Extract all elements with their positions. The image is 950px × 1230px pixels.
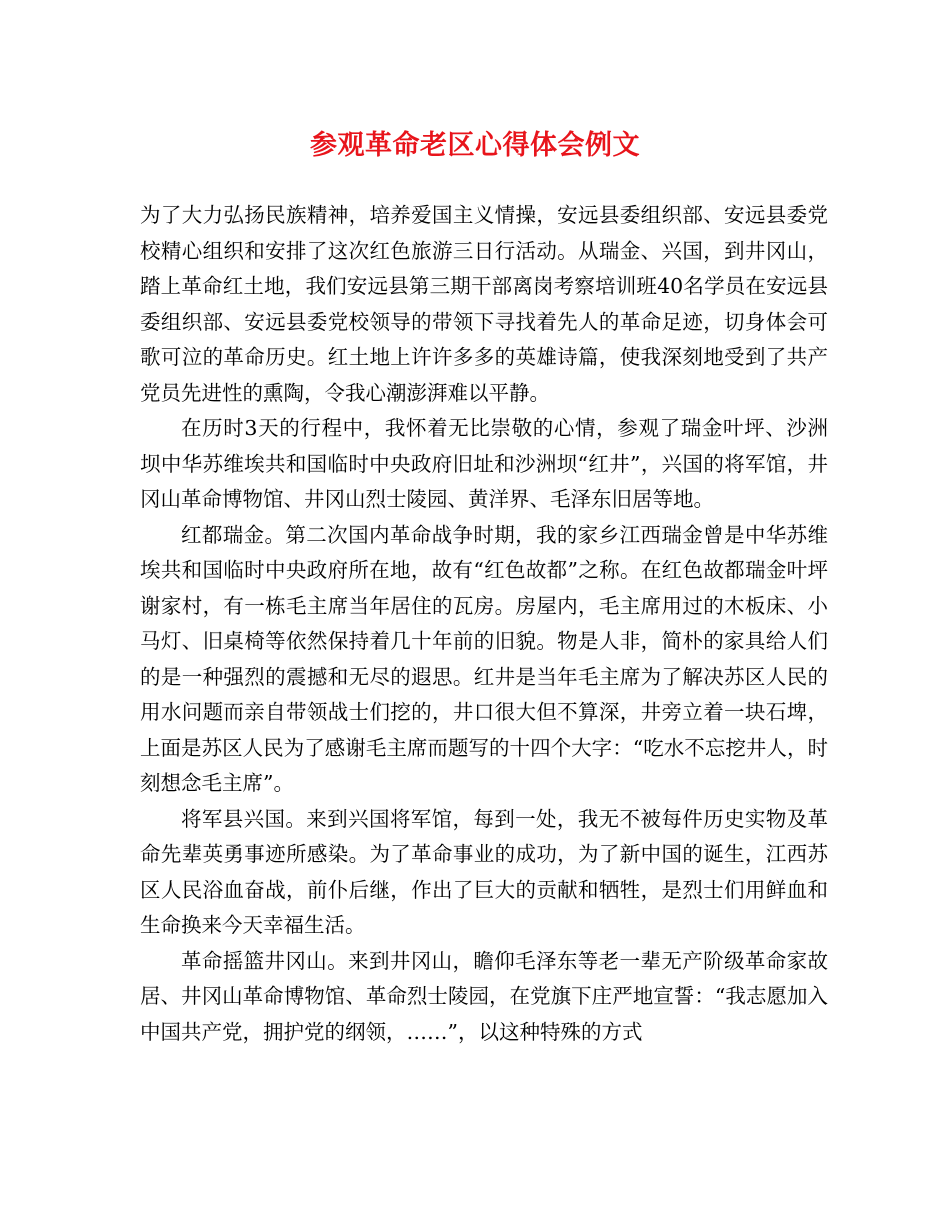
paragraph-jinggangshan: 革命摇篮井冈山。来到井冈山，瞻仰毛泽东等老一辈无产阶级革命家故居、井冈山革命博物馆、革命烈士陵园，在党旗下庄严地宣誓：“我志愿加入中国共产党，拥护党的纲领，……”，以这种特殊的方式 bbox=[140, 948, 828, 1044]
paragraph-intro: 为了大力弘扬民族精神，培养爱国主义情操，安远县委组织部、安远县委党校精心组织和安排了这次红色旅游三日行活动。从瑞金、兴国，到井冈山，踏上革命红土地，我们安远县第三期干部离岗考察培训班40名学员在安远县委组织部、安远县委党校领导的带领下寻找着先人的革命足迹，切身体会可歌可泣的革命历史。红土地上许许多多的英雄诗篇，使我深刻地受到了共产党员先进性的熏陶，令我心潮澎湃难以平静。 bbox=[140, 203, 828, 405]
paragraph-itinerary: 在历时3天的行程中，我怀着无比崇敬的心情，参观了瑞金叶坪、沙洲坝中华苏维埃共和国临时中央政府旧址和沙洲坝“红井”，兴国的将军馆，井冈山革命博物馆、井冈山烈士陵园、黄洋界、毛泽东旧居等地。 bbox=[140, 416, 828, 511]
paragraph-ruijin: 红都瑞金。第二次国内革命战争时期，我的家乡江西瑞金曾是中华苏维埃共和国临时中央政府所在地，故有“红色故都”之称。在红色故都瑞金叶坪谢家村，有一栋毛主席当年居住的瓦房。房屋内，毛主席用过的木板床、小马灯、旧桌椅等依然保持着几十年前的旧貌。物是人非，简朴的家具给人们的是一种强烈的震撼和无尽的遐思。红井是当年毛主席为了解决苏区人民的用水问题而亲自带领战士们挖的，井口很大但不算深，井旁立着一块石埤，上面是苏区人民为了感谢毛主席而题写的十四个大字：“吃水不忘挖井人，时刻想念毛主席”。 bbox=[140, 522, 828, 795]
document-body bbox=[140, 198, 828, 1050]
document-title: 参观革命老区心得体会例文 bbox=[310, 130, 640, 161]
paragraph-xingguo: 将军县兴国。来到兴国将军馆，每到一处，我无不被每件历史实物及革命先辈英勇事迹所感染。为了革命事业的成功，为了新中国的诞生，江西苏区人民浴血奋战，前仆后继，作出了巨大的贡献和牺牲，是烈士们用鲜血和生命换来今天幸福生活。 bbox=[140, 806, 828, 937]
